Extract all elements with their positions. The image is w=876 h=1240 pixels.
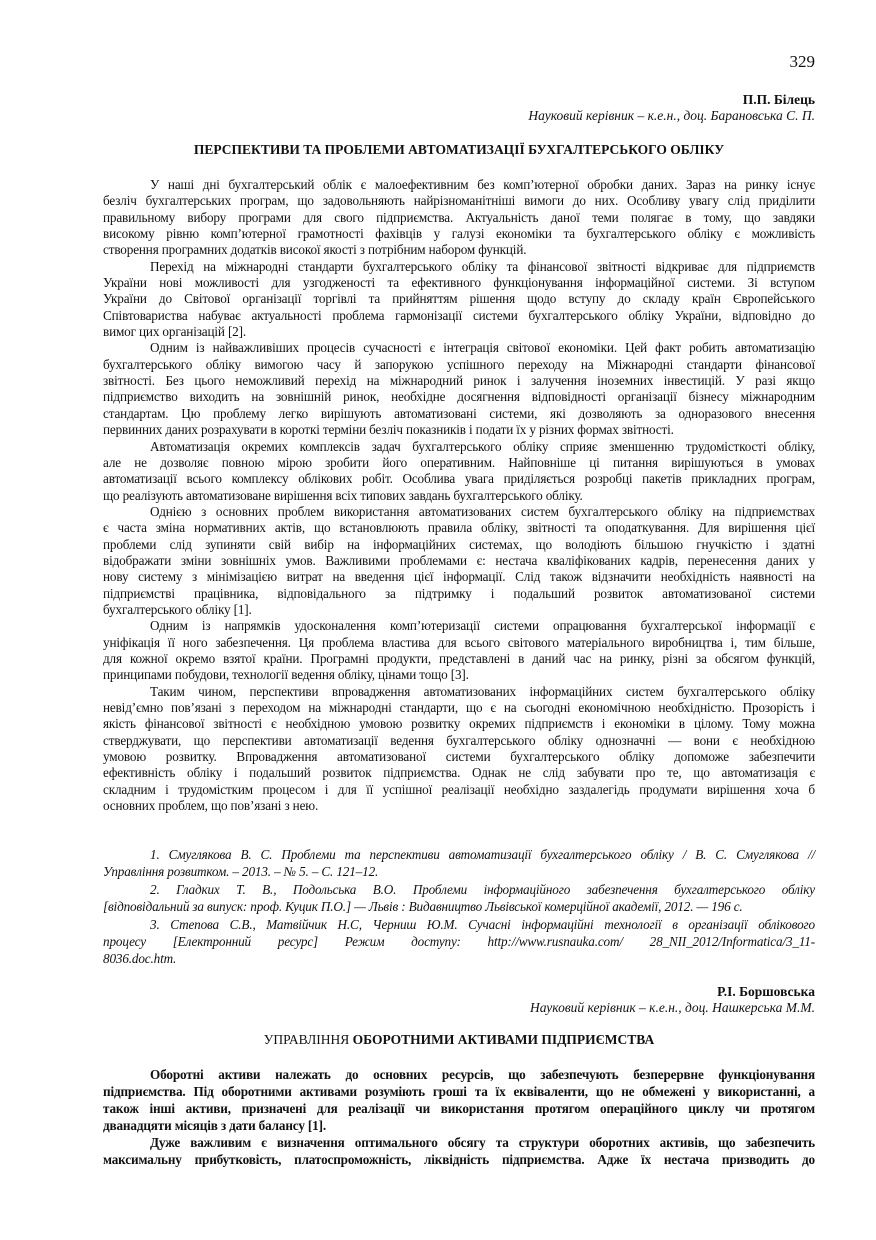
text-line: Одним із найважливіших процесів сучасності є інтеграція світової економіки. Цей факт робить автоматизацію [150, 340, 815, 356]
text-line: що реалізують автоматизоване вирішення всіх типових завдань бухгалтерського обліку. [103, 487, 583, 503]
text-line: 8036.doc.htm. [103, 951, 177, 967]
paragraph [103, 1066, 815, 1134]
reference-item [103, 881, 815, 916]
text-line: для кожної окремо взятої країни. Програмні продукти, представлені в даний час на ринку, різні за обсягом функцій, [103, 650, 815, 666]
text-line: але не дозволяє повною мірою зробити його оперативним. Найповніше ці питання вирішуються в умовах [103, 454, 815, 470]
text-line: Таким чином, перспективи впровадження автоматизованих інформаційних систем бухгалтерського обліку [150, 683, 815, 699]
text-line: принципами побудови, технології ведення обліку, цінами тощо [3]. [103, 667, 469, 683]
text-line: бухгалтерського обліку вимогою часу й запорукою успішного переходу на Міжнародні стандарти фінансової [103, 356, 815, 372]
article1-author: П.П. Білець [742, 92, 815, 107]
text-line: складним і трудомістким процесом і для її успішної реалізації необхідно заздалегідь продумати вирішення хоча б [103, 781, 815, 797]
article1-title: ПЕРСПЕКТИВИ ТА ПРОБЛЕМИ АВТОМАТИЗАЦІЇ БУХГАЛТЕРСЬКОГО ОБЛІКУ [193, 142, 725, 157]
text-line: якість фінансової звітності є необхідною умовою розвитку окремих підприємств і економіки в цілому. Тому можна [103, 716, 815, 732]
text-line: безліч бухгалтерських програм, що задовольняють найрізноманітніші вимоги до них. Особливу увагу слід приділити [103, 193, 815, 209]
text-line: дванадцяти місяців з дати балансу [1]. [103, 1118, 327, 1133]
paragraph [103, 259, 815, 341]
article2-author: Р.І. Боршовська [717, 984, 815, 999]
text-line: нову систему з мінімізацією витрат на введення цієї інформації. Слід також відзначити необхідність наявності на [103, 569, 815, 585]
text-line: ефективність обліку і подальший розвиток підприємства. Однак не слід забувати про те, що автоматизація є [103, 765, 815, 781]
text-line: уніфікація її ного забезпечення. Ця проблема властива для всього світового матеріального виробництва і, тим більше, [103, 634, 815, 650]
article2-body [103, 1066, 815, 1168]
text-line: У наші дні бухгалтерський облік є малоефективним без комп’ютерної обробки даних. Зараз на ринку існує [150, 177, 815, 192]
text-line: є часта зміна нормативних актів, що встановлюють правила обліку, звітності та оподаткування. Для вирішення цієї [103, 520, 815, 536]
text-line: України до Світової організації торгівлі та прийняттям рішення щодо вступу до складу країн Європейського [103, 291, 815, 307]
text-line: Оборотні активи належать до основних ресурсів, що забезпечують безперервне функціонування [150, 1067, 815, 1082]
article2-title-plain: УПРАВЛІННЯ [263, 1032, 353, 1047]
text-line: Дуже важливим є визначення оптимального обсягу та структури оборотних активів, що забезпечить [150, 1135, 815, 1150]
text-line: підприємства. Під оборотними активами розуміють гроші та їх еквіваленти, що не обмежені у використанні, а [103, 1084, 815, 1099]
text-line: невід’ємно пов’язані з переходом на міжнародні стандарти, що є на сьогодні економічною необхідністю. Прозорість і [103, 700, 815, 715]
text-line: підприємстві працівника, відповідального за підтримку і подальший розвиток автоматизованої системи [103, 585, 815, 601]
page-number: 329 [789, 52, 815, 71]
text-line: Співтовариства набуває актуальності проблема гармонізації системи бухгалтерського обліку України, відповідно до [103, 307, 815, 323]
text-line: проблеми слід зупиняти свій вибір на інформаційних системах, що володіють більшою гнучкістю і здатні [103, 536, 815, 552]
text-line: звітності. Без цього неможливий перехід на міжнародний ринок і залучення іноземних інвестицій. У разі якщо [103, 373, 815, 389]
text-line: підприємство виходить на зовнішній ринок, необхідне досягнення відповідності організації бізнесу міжнародним [103, 389, 815, 405]
text-line: високому рівню комп’ютерної грамотності фахівців у галузі економіки та бухгалтерського обліку є можливість [103, 226, 815, 242]
text-line: правильному вибору програми для свого підприємства. Актуальність даної теми полягає в тому, що завдяки [103, 209, 815, 225]
text-line: Перехід на міжнародні стандарти бухгалтерського обліку та фінансової звітності відкриває для підприємств [150, 258, 815, 274]
text-line: первинних даних розрахувати в короткі терміни безліч показників і подати їх у різних формах звітності. [103, 422, 674, 438]
text-line: 2. Гладких Т. В., Подольська В.О. Проблеми інформаційного забезпечення бухгалтерського обліку [150, 881, 815, 897]
paragraph [103, 504, 815, 618]
article1-references [103, 846, 815, 968]
article1-body [103, 177, 815, 814]
text-line: максимальну прибутковість, платоспроможність, ліквідність підприємства. Адже їх нестача призводить до [103, 1152, 815, 1167]
reference-item [103, 846, 815, 881]
text-line: Одним із напрямків удосконалення комп’ютеризації системи опрацювання бухгалтерської інформації є [150, 618, 815, 634]
paragraph [103, 439, 815, 504]
text-line: Автоматизація окремих комплексів задач бухгалтерського обліку сприяє зменшенню трудомісткості обліку, [150, 438, 815, 454]
text-line: вимог цих організацій [2]. [103, 324, 247, 340]
text-line: Однією з основних проблем використання автоматизованих систем бухгалтерського обліку на підприємствах [150, 503, 815, 519]
text-line: створення програмних додатків високої якості з потрібним набором функцій. [103, 242, 527, 258]
article1-supervisor: Науковий керівник – к.е.н., доц. Барановська С. П. [528, 108, 815, 123]
text-line: Управління розвитком. – 2013. – № 5. – С. 121–12. [103, 864, 379, 880]
paragraph [103, 684, 815, 815]
text-line: відображати зміни зовнішніх умов. Важливими проблемами є: нестача кваліфікованих кадрів, перенесення даних у [103, 552, 815, 568]
text-line: 1. Смуглякова В. С. Проблеми та перспективи автоматизації бухгалтерського обліку / В. С. Смуглякова // [150, 847, 815, 862]
text-line: України нові можливості для узгодженості та ефективного функціонування інформаційної системи. Зі вступом [103, 275, 815, 291]
reference-item [103, 916, 815, 968]
text-line: процесу [Електронний ресурс] Режим доступу: http://www.rusnauka.com/ 28_NII_2012/Informatica/3_11- [103, 933, 815, 949]
paragraph [103, 618, 815, 683]
paragraph [103, 1134, 815, 1168]
text-line: умовою розвитку. Впровадження автоматизованої системи бухгалтерського обліку допоможе забезпечити [103, 749, 815, 765]
paragraph [103, 177, 815, 259]
text-line: основних проблем, що пов’язані з нею. [103, 798, 319, 814]
text-line: [відповідальний за випуск: проф. Куцик П.О.] — Львів : Видавництво Львівської комерційної академії, 2012. — 196 с. [103, 899, 743, 915]
article2-title-bold: ОБОРОТНИМИ АКТИВАМИ ПІДПРИЄМСТВА [352, 1032, 655, 1047]
text-line: автоматизації всього комплексу облікових робіт. Особлива увага приділяється розробці пакетів прикладних програм, [103, 471, 815, 487]
article2-supervisor: Науковий керівник – к.е.н., доц. Нашкерська М.М. [529, 1000, 815, 1015]
text-line: 3. Степова С.В., Матвійчик Н.С, Черниш Ю.М. Сучасні інформаційні технології в організації облікового [150, 916, 815, 932]
article2-title [103, 1032, 815, 1048]
paragraph [103, 340, 815, 438]
text-line: бухгалтерського обліку [1]. [103, 601, 252, 617]
text-line: також інші активи, призначені для реалізації чи використання протягом операційного циклу чи протягом [103, 1101, 815, 1116]
text-line: стверджувати, що перспективи автоматизації ведення бухгалтерського обліку однозначні — вони є необхідною [103, 732, 815, 748]
text-line: стандартам. Цю проблему легко вирішують автоматизовані системи, які дозволяють за одноразового внесення [103, 405, 815, 421]
